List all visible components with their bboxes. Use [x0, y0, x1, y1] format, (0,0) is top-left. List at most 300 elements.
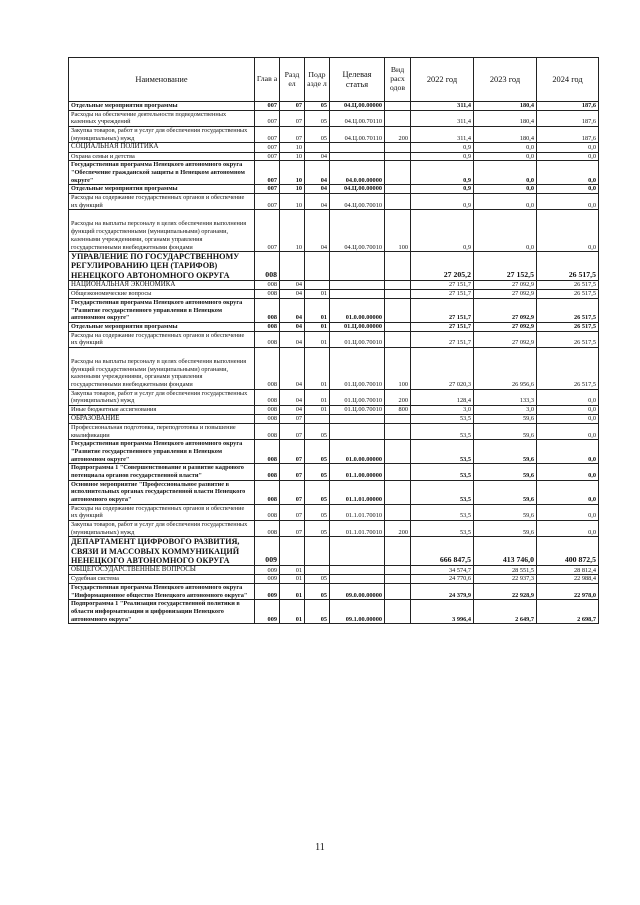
cell-vid — [385, 414, 411, 423]
cell-vid — [385, 575, 411, 584]
cell-glava: 007 — [255, 110, 280, 126]
cell-2022: 53,5 — [411, 423, 474, 439]
cell-podrazdel: 04 — [305, 185, 330, 194]
page-number: 11 — [315, 842, 325, 853]
table-row — [69, 440, 599, 464]
cell-vid — [385, 423, 411, 439]
cell-glava: 009 — [255, 537, 280, 566]
cell-podrazdel: 01 — [305, 298, 330, 322]
cell-2024: 0,0 — [537, 521, 599, 537]
cell-podrazdel: 04 — [305, 152, 330, 161]
cell-glava: 007 — [255, 102, 280, 111]
header-2024: 2024 год — [537, 58, 599, 102]
cell-name: УПРАВЛЕНИЕ ПО ГОСУДАРСТВЕННОМУ РЕГУЛИРОВАНИЮ ЦЕН (ТАРИФОВ) НЕНЕЦКОГО АВТОНОМНОГО ОКРУГА — [69, 252, 255, 281]
cell-vid: 800 — [385, 405, 411, 414]
cell-2023: 3,0 — [474, 405, 537, 414]
cell-glava: 007 — [255, 152, 280, 161]
cell-razdel: 07 — [280, 521, 305, 537]
cell-target: 01.Ц.00.70010 — [330, 405, 385, 414]
cell-2023: 0,0 — [474, 194, 537, 210]
cell-podrazdel: 04 — [305, 194, 330, 210]
header-podrazdel: Подр азде л — [305, 58, 330, 102]
cell-2022: 53,5 — [411, 414, 474, 423]
cell-glava: 008 — [255, 521, 280, 537]
cell-name: ДЕПАРТАМЕНТ ЦИФРОВОГО РАЗВИТИЯ, СВЯЗИ И МАССОВЫХ КОММУНИКАЦИЙ НЕНЕЦКОГО АВТОНОМНОГО ОКРУГА — [69, 537, 255, 566]
cell-razdel: 07 — [280, 440, 305, 464]
cell-vid — [385, 331, 411, 347]
cell-vid — [385, 161, 411, 185]
cell-glava: 008 — [255, 405, 280, 414]
header-2022: 2022 год — [411, 58, 474, 102]
cell-2024: 26 517,5 — [537, 280, 599, 289]
cell-name: Закупка товаров, работ и услуг для обеспечения государственных (муниципальных) нужд — [69, 127, 255, 143]
cell-2023: 26 956,6 — [474, 347, 537, 389]
cell-2023: 59,6 — [474, 414, 537, 423]
cell-2024: 0,0 — [537, 143, 599, 152]
header-razdel: Разд ел — [280, 58, 305, 102]
table-row — [69, 298, 599, 322]
cell-2024: 26 517,5 — [537, 331, 599, 347]
cell-razdel: 10 — [280, 210, 305, 252]
cell-name: Отдельные мероприятия программы — [69, 322, 255, 331]
cell-podrazdel: 05 — [305, 504, 330, 520]
cell-2024: 26 517,5 — [537, 347, 599, 389]
cell-razdel: 10 — [280, 143, 305, 152]
cell-glava: 007 — [255, 143, 280, 152]
header-target: Целевая статья — [330, 58, 385, 102]
cell-2023: 27 092,9 — [474, 322, 537, 331]
cell-2024: 22 988,4 — [537, 575, 599, 584]
cell-2023: 133,3 — [474, 389, 537, 405]
cell-name: Расходы на содержание государственных органов и обеспечение их функций — [69, 194, 255, 210]
table-row — [69, 127, 599, 143]
cell-name: ОБРАЗОВАНИЕ — [69, 414, 255, 423]
cell-razdel — [280, 252, 305, 281]
cell-podrazdel: 01 — [305, 389, 330, 405]
cell-razdel: 04 — [280, 298, 305, 322]
cell-target — [330, 414, 385, 423]
cell-razdel: 01 — [280, 584, 305, 600]
table-row — [69, 322, 599, 331]
cell-2023: 59,6 — [474, 504, 537, 520]
table-body — [69, 102, 599, 624]
cell-2023: 22 928,9 — [474, 584, 537, 600]
cell-vid — [385, 252, 411, 281]
cell-vid — [385, 440, 411, 464]
cell-2024: 0,0 — [537, 423, 599, 439]
cell-target: 01.Ц.00.70010 — [330, 389, 385, 405]
cell-2023: 59,6 — [474, 521, 537, 537]
table-row — [69, 331, 599, 347]
budget-table-container — [68, 57, 598, 624]
cell-2022: 34 574,7 — [411, 565, 474, 574]
cell-name: Основное мероприятие "Профессиональное развитие в исполнительных органах государственной власти Ненецкого автономного округа" — [69, 480, 255, 504]
cell-2022: 27 151,7 — [411, 322, 474, 331]
cell-podrazdel — [305, 252, 330, 281]
cell-2024: 187,6 — [537, 127, 599, 143]
cell-vid: 200 — [385, 127, 411, 143]
cell-2022: 0,9 — [411, 185, 474, 194]
cell-2022: 3 996,4 — [411, 600, 474, 624]
cell-2023: 22 937,3 — [474, 575, 537, 584]
table-row — [69, 521, 599, 537]
table-row — [69, 575, 599, 584]
cell-razdel: 01 — [280, 600, 305, 624]
cell-razdel: 07 — [280, 110, 305, 126]
cell-2022: 27 020,3 — [411, 347, 474, 389]
cell-razdel: 04 — [280, 405, 305, 414]
table-row — [69, 143, 599, 152]
cell-podrazdel — [305, 537, 330, 566]
table-row — [69, 252, 599, 281]
cell-target — [330, 423, 385, 439]
cell-glava: 008 — [255, 280, 280, 289]
cell-glava: 007 — [255, 194, 280, 210]
cell-podrazdel: 04 — [305, 210, 330, 252]
cell-2023: 0,0 — [474, 185, 537, 194]
cell-vid: 100 — [385, 347, 411, 389]
cell-name: Отдельные мероприятия программы — [69, 185, 255, 194]
cell-name: Государственная программа Ненецкого автономного округа "Информационное общество Ненецкого автономного округа" — [69, 584, 255, 600]
cell-target: 01.0.00.00000 — [330, 298, 385, 322]
table-row — [69, 290, 599, 299]
cell-target — [330, 143, 385, 152]
cell-vid — [385, 185, 411, 194]
cell-target: 09.1.00.00000 — [330, 600, 385, 624]
cell-podrazdel: 05 — [305, 440, 330, 464]
cell-2024: 0,0 — [537, 194, 599, 210]
cell-glava: 008 — [255, 423, 280, 439]
cell-2023: 59,6 — [474, 440, 537, 464]
cell-podrazdel: 01 — [305, 290, 330, 299]
cell-name: Расходы на выплаты персоналу в целях обеспечения выполнения функций государственными (муниципальными) органами, казенными учреждениями, органами управления государственными внебюджетными фондами — [69, 210, 255, 252]
cell-target: 01.1.01.70010 — [330, 521, 385, 537]
cell-razdel: 07 — [280, 504, 305, 520]
cell-name: Расходы на выплаты персоналу в целях обеспечения выполнения функций государственными (муниципальными) органами, казенными учреждениями, органами управления государственными внебюджетными фондами — [69, 347, 255, 389]
cell-razdel: 04 — [280, 331, 305, 347]
cell-vid — [385, 322, 411, 331]
cell-target: 04.Ц.00.70110 — [330, 127, 385, 143]
cell-2022: 53,5 — [411, 464, 474, 480]
table-row — [69, 464, 599, 480]
cell-vid — [385, 464, 411, 480]
cell-glava: 007 — [255, 161, 280, 185]
cell-vid — [385, 102, 411, 111]
cell-glava: 008 — [255, 290, 280, 299]
cell-2023: 28 551,5 — [474, 565, 537, 574]
cell-2024: 26 517,5 — [537, 252, 599, 281]
cell-name: Расходы на обеспечение деятельности подведомственных казенных учреждений — [69, 110, 255, 126]
cell-vid: 200 — [385, 389, 411, 405]
cell-2023: 27 092,9 — [474, 298, 537, 322]
cell-2022: 0,9 — [411, 152, 474, 161]
cell-2022: 53,5 — [411, 480, 474, 504]
table-row — [69, 423, 599, 439]
cell-podrazdel — [305, 143, 330, 152]
cell-2023: 180,4 — [474, 127, 537, 143]
cell-2022: 53,5 — [411, 504, 474, 520]
cell-glava: 008 — [255, 480, 280, 504]
cell-2022: 0,9 — [411, 143, 474, 152]
cell-name: Общеэкономические вопросы — [69, 290, 255, 299]
cell-podrazdel: 05 — [305, 521, 330, 537]
cell-glava: 008 — [255, 331, 280, 347]
cell-2023: 2 649,7 — [474, 600, 537, 624]
cell-glava: 008 — [255, 464, 280, 480]
cell-2022: 27 151,7 — [411, 290, 474, 299]
cell-glava: 009 — [255, 575, 280, 584]
cell-vid — [385, 290, 411, 299]
cell-target: 01.0.00.00000 — [330, 440, 385, 464]
table-row — [69, 600, 599, 624]
cell-name: Расходы на содержание государственных органов и обеспечение их функций — [69, 331, 255, 347]
cell-2024: 2 698,7 — [537, 600, 599, 624]
cell-name: Подпрограмма 1 "Совершенствование и развитие кадрового потенциала органов государственной власти" — [69, 464, 255, 480]
cell-razdel: 04 — [280, 290, 305, 299]
cell-name: Государственная программа Ненецкого автономного округа "Обеспечение гражданской защиты в Ненецком автономном округе" — [69, 161, 255, 185]
cell-podrazdel — [305, 280, 330, 289]
cell-2023: 59,6 — [474, 480, 537, 504]
cell-2022: 311,4 — [411, 110, 474, 126]
cell-target: 04.Ц.00.70010 — [330, 194, 385, 210]
table-row — [69, 110, 599, 126]
table-row — [69, 102, 599, 111]
cell-vid: 200 — [385, 521, 411, 537]
cell-2022: 0,9 — [411, 194, 474, 210]
cell-name: ОБЩЕГОСУДАРСТВЕННЫЕ ВОПРОСЫ — [69, 565, 255, 574]
cell-podrazdel: 05 — [305, 127, 330, 143]
cell-podrazdel — [305, 414, 330, 423]
cell-2024: 0,0 — [537, 440, 599, 464]
cell-target — [330, 290, 385, 299]
cell-glava: 008 — [255, 504, 280, 520]
cell-2024: 0,0 — [537, 389, 599, 405]
cell-vid — [385, 504, 411, 520]
cell-razdel: 07 — [280, 423, 305, 439]
cell-glava: 007 — [255, 127, 280, 143]
cell-2023: 0,0 — [474, 210, 537, 252]
cell-target: 01.1.01.70010 — [330, 504, 385, 520]
cell-vid — [385, 143, 411, 152]
cell-2022: 666 847,5 — [411, 537, 474, 566]
cell-vid — [385, 480, 411, 504]
cell-vid — [385, 194, 411, 210]
cell-name: Расходы на содержание государственных органов и обеспечение их функций — [69, 504, 255, 520]
cell-target — [330, 152, 385, 161]
cell-podrazdel: 05 — [305, 423, 330, 439]
table-row — [69, 194, 599, 210]
cell-podrazdel: 01 — [305, 331, 330, 347]
cell-glava: 008 — [255, 389, 280, 405]
cell-razdel: 04 — [280, 322, 305, 331]
cell-podrazdel: 05 — [305, 600, 330, 624]
cell-razdel: 04 — [280, 280, 305, 289]
cell-vid — [385, 565, 411, 574]
cell-2022: 27 151,7 — [411, 298, 474, 322]
cell-2022: 0,9 — [411, 210, 474, 252]
cell-2022: 311,4 — [411, 102, 474, 111]
cell-2023: 59,6 — [474, 423, 537, 439]
cell-razdel: 10 — [280, 185, 305, 194]
cell-vid — [385, 600, 411, 624]
cell-razdel — [280, 537, 305, 566]
table-row — [69, 537, 599, 566]
cell-razdel: 01 — [280, 575, 305, 584]
cell-podrazdel — [305, 565, 330, 574]
cell-target: 04.0.00.00000 — [330, 161, 385, 185]
cell-glava: 008 — [255, 322, 280, 331]
cell-2022: 53,5 — [411, 440, 474, 464]
cell-2024: 26 517,5 — [537, 298, 599, 322]
cell-podrazdel: 01 — [305, 347, 330, 389]
cell-podrazdel: 05 — [305, 480, 330, 504]
table-row — [69, 185, 599, 194]
cell-2024: 0,0 — [537, 464, 599, 480]
budget-table — [68, 57, 599, 624]
cell-target — [330, 280, 385, 289]
cell-glava: 009 — [255, 565, 280, 574]
table-row — [69, 480, 599, 504]
table-header-row — [69, 58, 599, 102]
cell-2023: 27 092,9 — [474, 290, 537, 299]
cell-2024: 0,0 — [537, 161, 599, 185]
cell-vid: 100 — [385, 210, 411, 252]
cell-podrazdel: 04 — [305, 161, 330, 185]
cell-name: Иные бюджетные ассигнования — [69, 405, 255, 414]
cell-target: 04.Ц.00.00000 — [330, 102, 385, 111]
cell-podrazdel: 05 — [305, 110, 330, 126]
cell-vid — [385, 584, 411, 600]
cell-2024: 0,0 — [537, 405, 599, 414]
cell-glava: 008 — [255, 414, 280, 423]
cell-name: СОЦИАЛЬНАЯ ПОЛИТИКА — [69, 143, 255, 152]
cell-name: НАЦИОНАЛЬНАЯ ЭКОНОМИКА — [69, 280, 255, 289]
cell-2024: 187,6 — [537, 102, 599, 111]
cell-target: 01.Ц.00.00000 — [330, 322, 385, 331]
cell-2024: 26 517,5 — [537, 290, 599, 299]
cell-2024: 187,6 — [537, 110, 599, 126]
cell-glava: 008 — [255, 440, 280, 464]
cell-2024: 400 872,5 — [537, 537, 599, 566]
cell-2023: 27 092,9 — [474, 280, 537, 289]
table-row — [69, 405, 599, 414]
table-row — [69, 414, 599, 423]
cell-2023: 0,0 — [474, 143, 537, 152]
cell-2022: 27 151,7 — [411, 280, 474, 289]
cell-2023: 27 092,9 — [474, 331, 537, 347]
cell-2024: 0,0 — [537, 480, 599, 504]
cell-2023: 59,6 — [474, 464, 537, 480]
cell-2024: 0,0 — [537, 185, 599, 194]
cell-2023: 413 746,0 — [474, 537, 537, 566]
cell-target — [330, 575, 385, 584]
cell-2022: 53,5 — [411, 521, 474, 537]
cell-name: Отдельные мероприятия программы — [69, 102, 255, 111]
header-glava: Глав а — [255, 58, 280, 102]
cell-2022: 311,4 — [411, 127, 474, 143]
cell-razdel: 10 — [280, 161, 305, 185]
cell-target: 09.0.00.00000 — [330, 584, 385, 600]
cell-2023: 180,4 — [474, 110, 537, 126]
cell-podrazdel: 05 — [305, 575, 330, 584]
cell-razdel: 04 — [280, 347, 305, 389]
cell-target — [330, 537, 385, 566]
cell-name: Подпрограмма 1 "Реализация государственной политики в области информатизации и цифровизации Ненецкого автономного округа" — [69, 600, 255, 624]
cell-target: 04.Ц.00.70010 — [330, 210, 385, 252]
cell-target — [330, 252, 385, 281]
cell-2022: 27 205,2 — [411, 252, 474, 281]
cell-2024: 28 812,4 — [537, 565, 599, 574]
cell-2022: 0,9 — [411, 161, 474, 185]
cell-glava: 009 — [255, 600, 280, 624]
table-row — [69, 280, 599, 289]
table-row — [69, 584, 599, 600]
cell-2024: 0,0 — [537, 504, 599, 520]
cell-2023: 180,4 — [474, 102, 537, 111]
cell-target — [330, 565, 385, 574]
cell-name: Закупка товаров, работ и услуг для обеспечения государственных (муниципальных) нужд — [69, 521, 255, 537]
cell-2024: 26 517,5 — [537, 322, 599, 331]
cell-razdel: 07 — [280, 464, 305, 480]
cell-name: Государственная программа Ненецкого автономного округа "Развитие государственного управления в Ненецком автономном округе" — [69, 298, 255, 322]
cell-podrazdel: 05 — [305, 584, 330, 600]
cell-name: Судебная система — [69, 575, 255, 584]
table-row — [69, 161, 599, 185]
cell-target: 01.1.00.00000 — [330, 464, 385, 480]
cell-target: 01.Ц.00.70010 — [330, 347, 385, 389]
cell-name: Закупка товаров, работ и услуг для обеспечения государственных (муниципальных) нужд — [69, 389, 255, 405]
header-name: Наименование — [69, 58, 255, 102]
cell-razdel: 10 — [280, 152, 305, 161]
cell-2024: 0,0 — [537, 414, 599, 423]
cell-2022: 24 770,6 — [411, 575, 474, 584]
cell-podrazdel: 05 — [305, 102, 330, 111]
cell-razdel: 07 — [280, 480, 305, 504]
cell-glava: 007 — [255, 210, 280, 252]
cell-glava: 008 — [255, 252, 280, 281]
cell-2024: 0,0 — [537, 152, 599, 161]
cell-glava: 007 — [255, 185, 280, 194]
header-2023: 2023 год — [474, 58, 537, 102]
cell-2022: 128,4 — [411, 389, 474, 405]
cell-razdel: 01 — [280, 565, 305, 574]
table-row — [69, 504, 599, 520]
header-vid: Вид расх одов — [385, 58, 411, 102]
table-row — [69, 210, 599, 252]
cell-podrazdel: 01 — [305, 322, 330, 331]
cell-2022: 3,0 — [411, 405, 474, 414]
cell-vid — [385, 537, 411, 566]
cell-target: 04.Ц.00.70110 — [330, 110, 385, 126]
table-row — [69, 389, 599, 405]
cell-2024: 0,0 — [537, 210, 599, 252]
cell-glava: 008 — [255, 347, 280, 389]
cell-vid — [385, 280, 411, 289]
cell-vid — [385, 298, 411, 322]
table-row — [69, 152, 599, 161]
cell-target: 01.Ц.00.70010 — [330, 331, 385, 347]
table-row — [69, 347, 599, 389]
cell-2023: 0,0 — [474, 152, 537, 161]
cell-glava: 008 — [255, 298, 280, 322]
cell-vid — [385, 110, 411, 126]
cell-razdel: 10 — [280, 194, 305, 210]
cell-name: Профессиональная подготовка, переподготовка и повышение квалификации — [69, 423, 255, 439]
cell-target: 01.1.01.00000 — [330, 480, 385, 504]
cell-2023: 0,0 — [474, 161, 537, 185]
cell-razdel: 07 — [280, 102, 305, 111]
cell-target: 04.Ц.00.00000 — [330, 185, 385, 194]
